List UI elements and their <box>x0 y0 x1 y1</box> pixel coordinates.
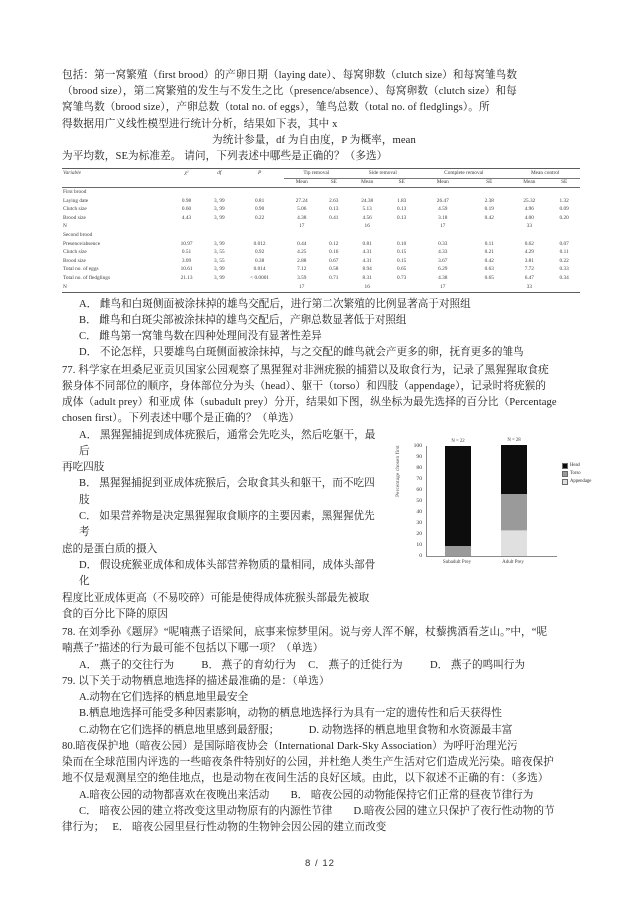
table-cell-value-0: 2.88 <box>297 257 307 264</box>
chart-legend-label: Torso <box>570 470 581 476</box>
table-cell-variable: Laying date <box>63 197 89 204</box>
table-cell-value-0: 4.25 <box>297 249 307 256</box>
table-cell-variable: Brood size <box>63 214 86 221</box>
table-cell-value-6: 33 <box>510 283 548 292</box>
table-cell-value-6: 4.00 <box>524 214 534 221</box>
page-footer: 8 / 12 <box>304 858 335 869</box>
table-cell-value-3: 0.73 <box>397 274 407 281</box>
table-cell-value-6: 0.62 <box>524 240 534 247</box>
table-cell-value-0: 17 <box>299 223 305 230</box>
table-cell-value-2: 4.31 <box>362 249 372 256</box>
sub-blank-2 <box>169 178 203 188</box>
group-header-mean-control: Mean control <box>510 169 580 179</box>
table-cell-p: 0.012 <box>253 240 266 247</box>
table-cell-value-1: 0.58 <box>329 266 339 273</box>
table-cell-value-6: 6.47 <box>524 274 534 281</box>
table-cell-value-5: 0.65 <box>484 274 494 281</box>
table-cell-value-3: 0.15 <box>397 249 407 256</box>
chart-legend <box>562 462 591 486</box>
q77-option-a-line1: A． 黑猩猩捕捉到成体疣猴后，通常会先吃头，然后吃躯干，最后 <box>79 429 376 457</box>
table-cell-df <box>204 223 235 232</box>
table-cell-value-6: 4.29 <box>524 249 534 256</box>
chart-legend-swatch-icon <box>562 471 568 477</box>
table-row <box>62 214 580 223</box>
q77-options-and-chart <box>62 428 592 624</box>
q77-stem-line-1: 77. 科学家在坦桑尼亚贡贝国家公园观察了黑猩猩对非洲疣猴的捕猎以及取食行为，记录了黑猩猩取食疣 <box>62 364 549 376</box>
header-p: P <box>235 169 284 179</box>
chart-y-tick-100: 100 <box>413 442 422 449</box>
chart-y-tick-90: 90 <box>416 453 422 460</box>
table-cell-chi <box>169 283 203 292</box>
q80-options-line-1: A.暗夜公园的动物都喜欢在夜晚出来活动 B． 暗夜公园的动物能保持它们正常的昼夜节律行为 <box>79 789 534 801</box>
table-row <box>62 249 580 258</box>
q80-block <box>62 739 580 837</box>
table-group-header-row <box>62 169 580 179</box>
chart-legend-swatch-icon <box>562 463 568 469</box>
table-cell-p: 0.014 <box>253 266 266 273</box>
table-cell-value-4: 4.59 <box>438 206 448 213</box>
chart-sample-size-label-1: N = 28 <box>507 438 521 444</box>
table-cell-df: 3, 99 <box>214 240 225 247</box>
table-cell-p: < 0.0001 <box>250 274 270 281</box>
sub-se-3: SE <box>468 178 510 188</box>
chart-y-tick-20: 20 <box>416 530 422 537</box>
table-cell-value-7: 0.34 <box>559 274 569 281</box>
table-row <box>62 283 580 292</box>
q80-stem-line-2: 染而在全球范围内评选的一些暗夜条件特别好的公园，并杜绝人类生产生活对它们造成光污染。暗夜保护 <box>62 757 554 769</box>
table-section-title: First brood <box>63 189 87 195</box>
table-cell-df: 3, 55 <box>214 257 225 264</box>
table-cell-value-2: 4.56 <box>362 214 372 221</box>
table-cell-df: 3, 55 <box>214 249 225 256</box>
chart-bar-1 <box>501 438 527 556</box>
table-cell-value-1: 2.63 <box>329 197 339 204</box>
chart-segment-head <box>501 445 527 495</box>
table-cell-value-2: 24.38 <box>361 197 374 204</box>
table-cell-value-7 <box>548 283 580 292</box>
chart-legend-label: Head <box>570 462 580 468</box>
q76-option-b: B． 雌鸟和白斑尖部被涂抹掉的雄鸟交配后，产卵总数显著低于对照组 <box>79 314 407 326</box>
table-cell-value-2: 16 <box>348 283 386 292</box>
table-cell-value-2: 0.81 <box>362 240 372 247</box>
q77-stem-line-4: chosen first）。下列表述中哪个是正确的？（单选） <box>62 413 300 425</box>
table-cell-value-2: 4.31 <box>362 257 372 264</box>
chart-x-label-1: Adult Prey <box>502 559 524 565</box>
chart-y-tick-30: 30 <box>416 519 422 526</box>
table-cell-p: 0.90 <box>254 206 265 213</box>
table-cell-value-7: 0.07 <box>559 240 569 247</box>
intro-line-5 <box>62 133 580 149</box>
q78-stem-line-2: 喃燕子”描述的行为最可能不包括以下哪一项？（单选） <box>62 643 324 655</box>
table-cell-chi: 3.09 <box>181 257 192 264</box>
table-cell-value-4: 26.47 <box>436 197 449 204</box>
header-df: df <box>204 169 235 179</box>
table-cell-value-6: 3.81 <box>524 257 534 264</box>
table-row <box>62 240 580 249</box>
table-cell-variable: Total no. of eggs <box>63 266 99 273</box>
table-cell-value-7: 0.20 <box>559 214 569 221</box>
table-cell-value-2: 8.94 <box>362 266 372 273</box>
group-header-tip-removal: Tip removal <box>284 169 348 179</box>
q79-block <box>62 674 580 739</box>
table-cell-p: 0.92 <box>254 249 265 256</box>
table-cell-value-3: 1.83 <box>397 197 407 204</box>
prey-consumption-chart <box>372 428 592 578</box>
table-cell-variable: Clutch size <box>63 206 87 213</box>
chart-legend-label: Appendage <box>570 478 592 484</box>
table-cell-value-5: 0.19 <box>484 206 494 213</box>
sub-mean-4: Mean <box>510 178 548 188</box>
table-row <box>62 274 580 283</box>
table-cell-value-7: 0.09 <box>559 206 569 213</box>
table-cell-value-5 <box>468 223 510 232</box>
q77-options <box>62 428 377 624</box>
table-cell-value-1: 0.71 <box>329 274 339 281</box>
table-cell-variable: Presence/absence <box>63 240 101 247</box>
table-cell-value-2: 16 <box>364 223 370 230</box>
table-cell-value-4: 4.33 <box>438 249 448 256</box>
table-cell-chi: 10.61 <box>180 266 193 273</box>
q78-option-c: C． 燕子的迁徙行为 <box>308 659 403 671</box>
chart-x-label-0: Subadult Prey <box>442 559 472 565</box>
table-sub-header-row <box>62 178 580 188</box>
sub-se-1: SE <box>319 178 348 188</box>
table-cell-df <box>204 283 235 292</box>
table-cell-value-5: 0.63 <box>484 266 494 273</box>
q77-option-d-line2: 程度比亚成体更高（不易咬碎）可能是使得成体疣猴头部最先被取 <box>62 592 370 604</box>
table-cell-df: 3, 99 <box>214 274 225 281</box>
table-cell-p: 0.38 <box>254 257 265 264</box>
table-cell-value-4: 17 <box>440 223 446 230</box>
table-cell-value-0: 7.12 <box>297 266 307 273</box>
group-header-complete-removal: Complete removal <box>417 169 510 179</box>
q76-option-d: D． 不论怎样，只要雄鸟白斑侧面被涂抹掉，与之交配的雌鸟就会产更多的卵，抚育更多的雏鸟 <box>79 347 524 359</box>
table-cell-chi: 21.13 <box>180 274 193 281</box>
table-cell-value-1: 0.41 <box>329 214 339 221</box>
chart-y-axis-ticks <box>404 442 422 559</box>
table-cell-value-5 <box>468 283 510 292</box>
chart-y-tick-10: 10 <box>416 541 422 548</box>
table-cell-chi: 0.60 <box>181 206 192 213</box>
table-cell-variable: Total no. of fledglings <box>63 274 110 281</box>
statistics-table <box>62 168 580 292</box>
intro-line-1: 包括：第一窝繁殖（first brood）的产卵日期（laying date）、每窝卵数（clutch size）和每窝雏鸟数 <box>62 70 518 81</box>
statistics-table-body <box>62 169 580 292</box>
table-cell-value-3: 0.13 <box>397 214 407 221</box>
table-cell-value-4: 3.18 <box>438 214 448 221</box>
q80-stem-line-1: 80.暗夜保护地（暗夜公园）是国际暗夜协会（International Dark-Sky Association）为呼吁治理光污 <box>62 740 518 752</box>
table-cell-value-0: 3.59 <box>297 274 307 281</box>
table-cell-value-7: 0.33 <box>559 266 569 273</box>
table-cell-value-6: 33 <box>526 223 532 230</box>
chart-y-tick-60: 60 <box>416 486 422 493</box>
q77-option-c-line1: C． 如果营养物是决定黑猩猩取食顺序的主要因素，黑猩猩优先考 <box>79 511 375 539</box>
table-cell-chi: 0.98 <box>181 197 192 204</box>
q79-option-c: C.动物在它们选择的栖息地里感到最舒服； <box>79 724 280 736</box>
sub-mean-3: Mean <box>417 178 468 188</box>
table-cell-value-7: 0.11 <box>559 249 569 256</box>
q78-option-d: D． 燕子的鸣叫行为 <box>429 659 525 671</box>
q79-option-a: A.动物在它们选择的栖息地里最安全 <box>79 692 249 703</box>
header-chi: χ² <box>169 169 203 179</box>
table-row <box>62 197 580 206</box>
table-cell-value-3: 0.10 <box>397 240 407 247</box>
table-cell-value-6: 7.72 <box>524 266 534 273</box>
q80-stem-line-3: 地不仅是观测星空的绝佳地点，也是动物在夜间生活的良好区域。由此，以下叙述不正确的有：（多选） <box>62 773 549 785</box>
table-cell-chi: 4.43 <box>181 214 192 221</box>
intro-line-6: 为平均数，SE为标准差。 请问，下列表述中哪些是正确的？（多选） <box>62 151 388 163</box>
table-cell-value-7: 1.32 <box>559 197 569 204</box>
table-cell-value-1: 0.12 <box>329 240 339 247</box>
table-cell-value-7: 0.22 <box>559 257 569 264</box>
chart-bar-0 <box>445 439 471 556</box>
page-content <box>62 68 592 836</box>
table-cell-value-3: 0.13 <box>397 206 407 213</box>
q77-block <box>62 363 592 623</box>
table-cell-df: 3, 99 <box>214 214 225 221</box>
chart-legend-item-appendage <box>562 478 591 486</box>
q77-stem-line-3: 成体（adult prey）和亚成 体（subadult prey）分开，结果如下图，纵坐标为最先选择的百分比（Percentage <box>62 397 557 409</box>
chart-y-tick-80: 80 <box>416 464 422 471</box>
q77-option-d-line1: D． 假设疣猴亚成体和成体头部营养物质的量相同，成体头部骨化 <box>79 559 376 588</box>
sub-mean-2: Mean <box>348 178 386 188</box>
table-cell-p: 0.81 <box>254 197 265 204</box>
table-cell-value-1: 0.13 <box>329 206 339 213</box>
table-row <box>62 266 580 275</box>
table-cell-value-7 <box>548 223 580 232</box>
group-header-side-removal: Side removal <box>348 169 417 179</box>
table-cell-value-6: 4.96 <box>524 206 534 213</box>
q78-block <box>62 625 580 674</box>
q77-stem-line-2: 猴身体不同部位的顺序，身体部位分为头（head）、躯干（torso）和四肢（appendage），记录时将疣猴的 <box>62 380 547 392</box>
table-cell-value-6: 25.32 <box>523 197 536 204</box>
q76-option-c: C． 雌鸟第一窝雏鸟数在四种处理间没有显著性差异 <box>79 331 322 343</box>
table-cell-value-3 <box>386 283 417 292</box>
table-cell-value-2: 5.13 <box>362 206 372 213</box>
chart-legend-swatch-icon <box>562 479 568 485</box>
table-cell-df: 3, 99 <box>214 197 225 204</box>
chart-y-axis-title: Percentage chosen first <box>395 444 401 497</box>
chart-legend-item-head <box>562 462 591 470</box>
table-section-header <box>62 188 580 197</box>
q79-option-d: D. 动物选择的栖息地里食物和水资源最丰富 <box>308 724 513 736</box>
header-variable: Variable <box>62 169 169 179</box>
q77-option-d-line3: 食的百分比下降的原因 <box>62 608 168 620</box>
intro-line-3: 窝雏鸟数（brood size），产卵总数（total no. of eggs），雏鸟总数（total no. of fledglings）。所 <box>62 102 490 114</box>
table-cell-value-5: 0.42 <box>484 257 494 264</box>
table-row <box>62 206 580 215</box>
table-cell-value-0: 5.06 <box>297 206 307 213</box>
q77-option-a-line2: 再吃四肢 <box>62 462 105 474</box>
table-cell-value-0: 4.38 <box>297 214 307 221</box>
statistics-table-wrapper <box>62 168 580 292</box>
table-cell-chi <box>169 223 203 232</box>
table-cell-df: 3, 99 <box>214 266 225 273</box>
table-row <box>62 223 580 232</box>
table-cell-value-4: 0.33 <box>438 240 448 247</box>
chart-y-tick-40: 40 <box>416 508 422 515</box>
chart-x-axis-labels <box>426 558 556 570</box>
table-row <box>62 257 580 266</box>
table-cell-value-3: 0.15 <box>397 257 407 264</box>
table-cell-variable: N <box>63 223 67 230</box>
sub-mean-1: Mean <box>284 178 319 188</box>
sub-blank-4 <box>235 178 284 188</box>
q77-option-c-line2: 虑的是蛋白质的摄入 <box>62 543 158 555</box>
table-cell-variable: Brood size <box>63 257 86 264</box>
table-cell-df: 3, 99 <box>214 206 225 213</box>
table-cell-p <box>235 223 284 232</box>
intro-line-4 <box>62 117 580 133</box>
table-cell-chi: 10.97 <box>180 240 193 247</box>
table-cell-value-4: 17 <box>417 283 468 292</box>
chart-segment-head <box>445 446 471 546</box>
table-cell-value-4: 4.38 <box>438 274 448 281</box>
table-cell-value-1: 0.16 <box>329 249 339 256</box>
chart-legend-item-torso <box>562 470 591 478</box>
table-cell-value-5: 2.38 <box>484 197 494 204</box>
chart-segment-torso <box>501 494 527 530</box>
table-cell-p <box>235 283 284 292</box>
chart-segment-torso <box>445 546 471 556</box>
chart-plot-area <box>426 438 557 557</box>
chart-y-tick-50: 50 <box>416 497 422 504</box>
q80-options-line-2: C． 暗夜公园的建立将改变这里动物原有的内源性节律 D.暗夜公园的建立只保护了夜行性动物的节 <box>79 805 555 817</box>
table-section-title: Second brood <box>63 231 93 238</box>
chart-y-tick-70: 70 <box>416 475 422 482</box>
table-cell-value-4: 3.67 <box>438 257 448 264</box>
table-section-header <box>62 231 580 240</box>
chart-inner <box>372 428 592 578</box>
table-cell-value-0: 27.24 <box>295 197 308 204</box>
intro-line-4-text: 得数据用广义线性模型进行统计分析，结果如下表，其中 x <box>62 118 338 130</box>
table-cell-value-5: 0.42 <box>484 214 494 221</box>
q78-stem-line-1: 78. 在刘季孙《题屏》“呢喃燕子语梁间，底事来惊梦里闲。说与旁人浑不解，杖藜携酒看芝山。”中，“呢 <box>62 627 548 639</box>
table-cell-variable: Clutch size <box>63 249 87 256</box>
chart-sample-size-label-0: N = 22 <box>451 439 465 445</box>
table-cell-value-1 <box>319 223 348 232</box>
q78-option-b: B． 燕子的育幼行为 <box>201 659 296 671</box>
q79-options-row-cd <box>62 723 580 739</box>
table-cell-value-3 <box>386 223 417 232</box>
table-cell-value-5: 0.11 <box>484 240 494 247</box>
q76-option-a: A． 雌鸟和白斑侧面被涂抹掉的雄鸟交配后，进行第二次繁殖的比例显著高于对照组 <box>79 298 471 310</box>
table-cell-p: 0.22 <box>254 214 265 221</box>
chart-segment-appendage <box>501 530 527 555</box>
table-cell-value-0: 0.44 <box>297 240 307 247</box>
table-cell-value-1 <box>319 283 348 292</box>
sub-se-2: SE <box>386 178 417 188</box>
table-cell-value-2: 8.31 <box>362 274 372 281</box>
table-cell-variable: N <box>62 283 169 292</box>
q79-option-b: B.栖息地选择可能受多种因素影响，动物的栖息地选择行为具有一定的遗传性和后天获得性 <box>79 708 502 720</box>
sub-se-4: SE <box>548 178 580 188</box>
table-cell-chi: 0.51 <box>181 249 192 256</box>
q78-option-a: A． 燕子的交往行为 <box>79 659 175 671</box>
table-cell-value-0: 17 <box>284 283 319 292</box>
sub-blank-3 <box>204 178 235 188</box>
sub-blank-1 <box>62 178 169 188</box>
q76-options <box>62 297 580 362</box>
q77-option-b-line1: B． 黑猩猩捕捉到亚成体疣猴后，会取食其头和躯干，而不吃四肢 <box>79 478 375 506</box>
table-cell-value-1: 0.67 <box>329 257 339 264</box>
table-cell-value-5: 0.21 <box>484 249 494 256</box>
table-cell-value-3: 0.65 <box>397 266 407 273</box>
intro-line-5-text: 为统计参量，df 为自由度，P 为概率，mean <box>212 134 416 146</box>
chart-y-tick-0: 0 <box>419 552 422 559</box>
q78-options-row <box>62 658 580 674</box>
intro-line-2: （brood size），第二窝繁殖的发生与不发生之比（presence/absence）、每窝卵数（clutch size）和每 <box>62 86 517 98</box>
q79-stem: 79. 以下关于动物栖息地选择的描述最准确的是：（单选） <box>62 675 330 687</box>
q80-options-line-3: 律行为； E． 暗夜公园里昼行性动物的生物钟会因公园的建立而改变 <box>62 822 387 834</box>
table-cell-value-4: 6.29 <box>438 266 448 273</box>
